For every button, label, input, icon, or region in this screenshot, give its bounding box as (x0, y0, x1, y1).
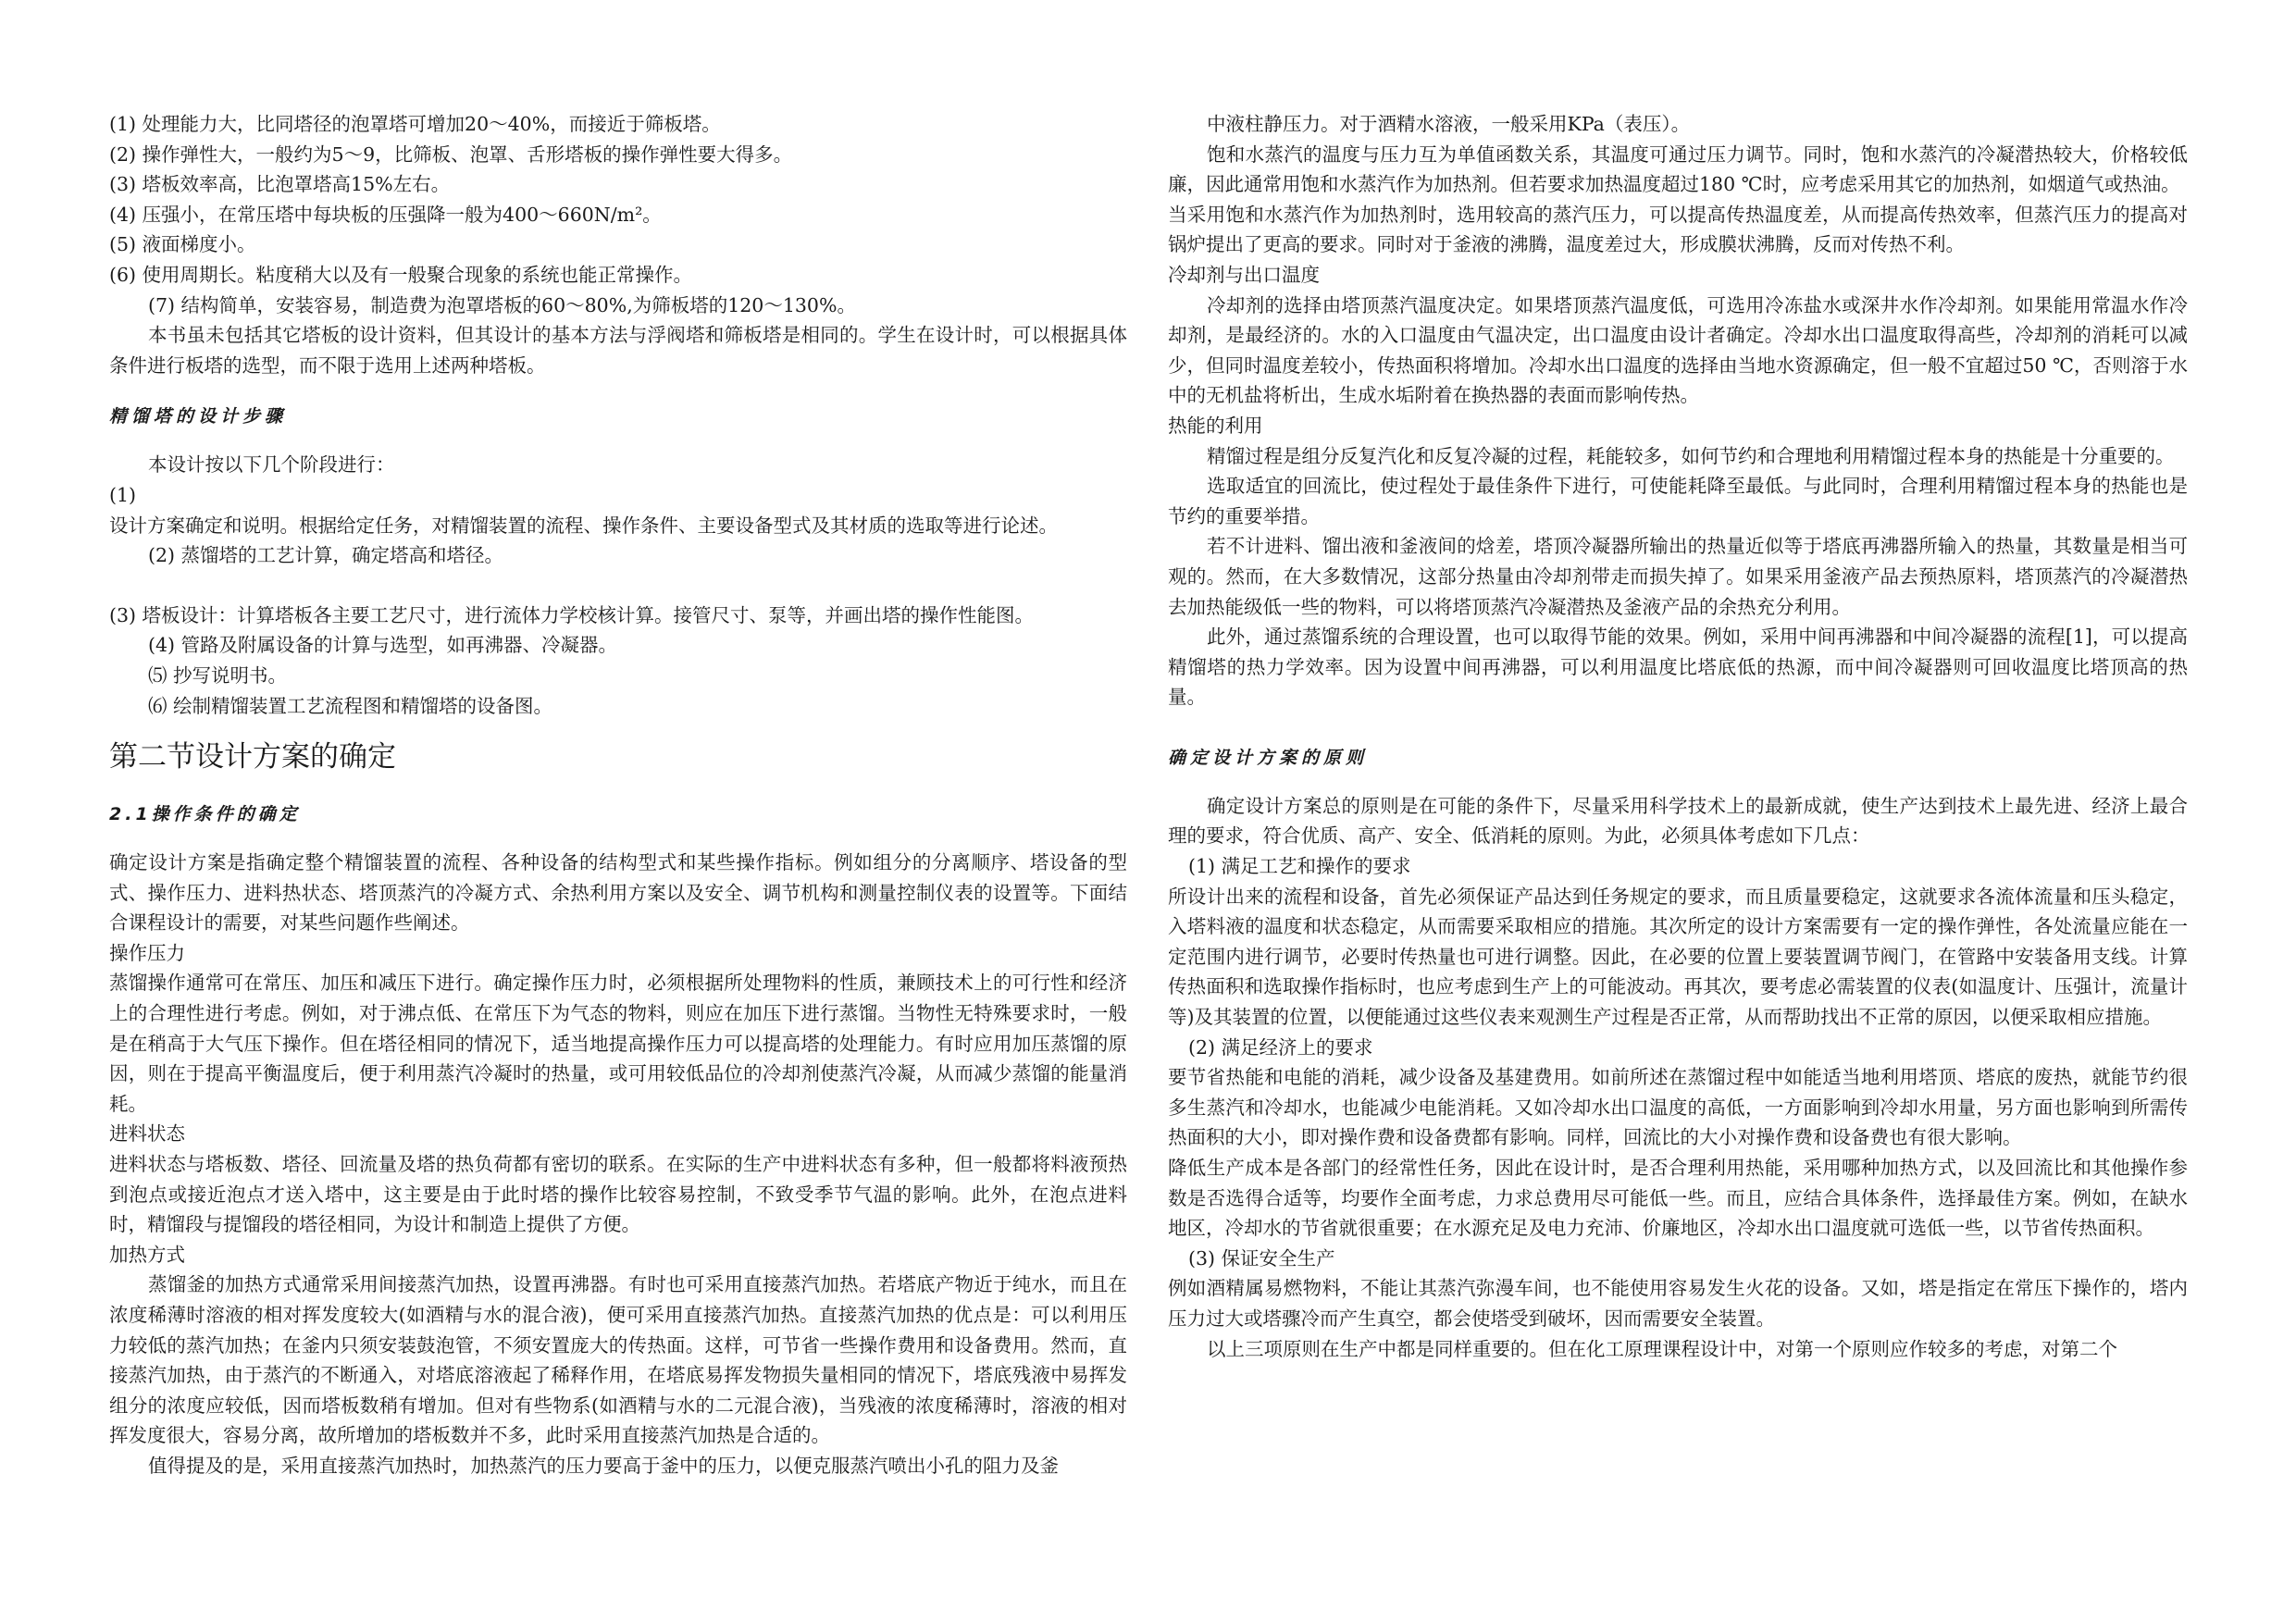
section-title: 第二节设计方案的确定 (109, 740, 396, 774)
paragraph: 本书虽未包括其它塔板的设计资料，但其设计的基本方法与浮阀塔和筛板塔是相同的。学生在设计时，可以根据具体条件进行板塔的选型，而不限于选用上述两种塔板。 (109, 324, 1127, 377)
list-item: ⑸ 抄写说明书。 (148, 663, 288, 687)
list-item: (2) 蒸馏塔的工艺计算，确定塔高和塔径。 (148, 544, 504, 567)
paragraph: 确定设计方案总的原则是在可能的条件下，尽量采用科学技术上的最新成就，使生产达到技术上最先进、经济上最合理的要求，符合优质、高产、安全、低消耗的原则。为此，必须具体考虑如下几点： (1168, 794, 2188, 848)
list-item: (5) 液面梯度小。 (109, 233, 256, 256)
paragraph: 例如酒精属易燃物料，不能让其蒸汽弥漫车间，也不能使用容易发生火花的设备。又如，塔是指定在常压下操作的，塔内压力过大或塔骤冷而产生真空，都会使塔受到破坏，因而需要安全装置。 (1168, 1277, 2188, 1330)
paragraph: 中液柱静压力。对于酒精水溶液，一般采用KPa（表压）。 (1207, 113, 1691, 135)
list-item: (3) 塔板设计：计算塔板各主要工艺尺寸，进行流体力学校核计算。接管尺寸、泵等，并画出塔的操作性能图。 (109, 603, 1035, 626)
list-item: (6) 使用周期长。粘度稍大以及有一般聚合现象的系统也能正常操作。 (109, 263, 693, 286)
list-item: (1) 处理能力大，比同塔径的泡罩塔可增加20～40%，而接近于筛板塔。 (109, 113, 721, 135)
principle-heading: (3) 保证安全生产 (1188, 1246, 1335, 1270)
paragraph: 降低生产成本是各部门的经常性任务，因此在设计时，是否合理利用热能，采用哪种加热方式，以及回流比和其他操作参数是否选得合适等，均要作全面考虑，力求总费用尽可能低一些。而且，应结合具体条件，选择最佳方案。例如，在缺水地区，冷却水的节省就很重要；在水源充足及电力充沛、价廉地区，冷却水出口温度就可选低一些，以节省传热面积。 (1168, 1157, 2188, 1240)
paragraph: 进料状态与塔板数、塔径、回流量及塔的热负荷都有密切的联系。在实际的生产中进料状态有多种，但一般都将料液预热到泡点或接近泡点才送入塔中，这主要是由于此时塔的操作比较容易控制，不致受季节气温的影响。此外，在泡点进料时，精馏段与提馏段的塔径相同，为设计和制造上提供了方便。 (109, 1153, 1127, 1236)
paragraph: 此外，通过蒸馏系统的合理设置，也可以取得节能的效果。例如，采用中间再沸器和中间冷凝器的流程[1]，可以提高精馏塔的热力学效率。因为设置中间再沸器，可以利用温度比塔底低的热源，而中间冷凝器则可回收温度比塔顶高的热量。 (1168, 626, 2188, 709)
paragraph: 所设计出来的流程和设备，首先必须保证产品达到任务规定的要求，而且质量要稳定，这就要求各流体流量和压头稳定，入塔料液的温度和状态稳定，从而需要采取相应的措施。其次所定的设计方案需要有一定的操作弹性，各处流量应能在一定范围内进行调节，必要时传热量也可进行调整。因此，在必要的位置上要装置调节阀门，在管路中安装备用支线。计算传热面积和选取操作指标时，也应考虑到生产上的可能波动。再其次，要考虑必需装置的仪表(如温度计、压强计，流量计等)及其装置的位置，以便能通过这些仪表来观测生产过程是否正常，从而帮助找出不正常的原因，以便采取相应措施。 (1168, 885, 2188, 1029)
paragraph: 当采用饱和水蒸汽作为加热剂时，选用较高的蒸汽压力，可以提高传热温度差，从而提高传热效率，但蒸汽压力的提高对锅炉提出了更高的要求。同时对于釜液的沸腾，温度差过大，形成膜状沸腾，反而对传热不利。 (1168, 203, 2188, 256)
list-item: ⑹ 绘制精馏装置工艺流程图和精馏塔的设备图。 (148, 694, 553, 717)
paragraph: 冷却剂的选择由塔顶蒸汽温度决定。如果塔顶蒸汽温度低，可选用冷冻盐水或深井水作冷却剂。如果能用常温水作冷却剂，是最经济的。水的入口温度由气温决定，出口温度由设计者确定。冷却水出口温度取得高些，冷却剂的消耗可以减少，但同时温度差较小，传热面积将增加。冷却水出口温度的选择由当地水资源确定，但一般不宜超过50 ℃，否则溶于水中的无机盐将析出，生成水垢附着在换热器的表面而影响传热。 (1168, 293, 2188, 407)
heading-coolant: 冷却剂与出口温度 (1168, 263, 1320, 286)
paragraph: 以上三项原则在生产中都是同样重要的。但在化工原理课程设计中，对第一个原则应作较多的考虑，对第二个 (1207, 1337, 2117, 1360)
left-column (109, 109, 1127, 1481)
paragraph: 本设计按以下几个阶段进行： (148, 453, 395, 477)
paragraph: 设计方案确定和说明。根据给定任务，对精馏装置的流程、操作条件、主要设备型式及其材质的选取等进行论述。 (109, 514, 1058, 537)
list-item: (2) 操作弹性大，一般约为5～9，比筛板、泡罩、舌形塔板的操作弹性要大得多。 (109, 142, 793, 166)
list-item: (4) 管路及附属设备的计算与选型，如再沸器、冷凝器。 (148, 634, 618, 657)
paragraph: 蒸馏釜的加热方式通常采用间接蒸汽加热，设置再沸器。有时也可采用直接蒸汽加热。若塔底产物近于纯水，而且在浓度稀薄时溶液的相对挥发度较大(如酒精与水的混合液)，便可采用直接蒸汽加热。直接蒸汽加热的优点是：可以利用压力较低的蒸汽加热；在釜内只须安装鼓泡管，不须安置庞大的传热面。这样，可节省一些操作费用和设备费用。然而，直接蒸汽加热，由于蒸汽的不断通入，对塔底溶液起了稀释作用，在塔底易挥发物损失量相同的情况下，塔底残液中易挥发组分的浓度应较低，因而塔板数稍有增加。但对有些物系(如酒精与水的二元混合液)，当残液的浓度稀薄时，溶液的相对挥发度很大，容易分离，故所增加的塔板数并不多，此时采用直接蒸汽加热是合适的。 (109, 1273, 1127, 1447)
heading-design-principles: 确定设计方案的原则 (1168, 747, 1369, 768)
subsection-heading: 2.1操作条件的确定 (109, 804, 301, 825)
principle-heading: (1) 满足工艺和操作的要求 (1188, 855, 1411, 878)
list-item: (7) 结构简单，安装容易，制造费为泡罩塔板的60～80%,为筛板塔的120～130%。 (148, 293, 856, 316)
heading-heating-method: 加热方式 (109, 1243, 185, 1266)
paragraph: 值得提及的是，采用直接蒸汽加热时，加热蒸汽的压力要高于釜中的压力，以便克服蒸汽喷出小孔的阻力及釜 (148, 1454, 1059, 1477)
paragraph: 精馏过程是组分反复汽化和反复冷凝的过程，耗能较多，如何节约和合理地利用精馏过程本身的热能是十分重要的。 (1207, 444, 2175, 467)
paragraph: 确定设计方案是指确定整个精馏装置的流程、各种设备的结构型式和某些操作指标。例如组分的分离顺序、塔设备的型式、操作压力、进料热状态、塔顶蒸汽的冷凝方式、余热利用方案以及安全、调节机构和测量控制仪表的设置等。下面结合课程设计的需要，对某些问题作些阐述。 (109, 851, 1127, 935)
step-number: (1) (109, 483, 137, 506)
paragraph: 蒸馏操作通常可在常压、加压和减压下进行。确定操作压力时，必须根据所处理物料的性质，兼顾技术上的可行性和经济上的合理性进行考虑。例如，对于沸点低、在常压下为气态的物料，则应在加压下进行蒸馏。当物性无特殊要求时，一般是在稍高于大气压下操作。但在塔径相同的情况下，适当地提高操作压力可以提高塔的处理能力。有时应用加压蒸馏的原因，则在于提高平衡温度后，便于利用蒸汽冷凝时的热量，或可用较低品位的冷却剂使蒸汽冷凝，从而减少蒸馏的能量消耗。 (109, 972, 1127, 1115)
paragraph: 选取适宜的回流比，使过程处于最佳条件下进行，可使能耗降至最低。与此同时，合理利用精馏过程本身的热能也是节约的重要举措。 (1168, 475, 2188, 527)
heading-design-steps: 精馏塔的设计步骤 (109, 406, 288, 427)
principle-heading: (2) 满足经济上的要求 (1188, 1035, 1373, 1059)
heading-feed-state: 进料状态 (109, 1122, 185, 1146)
heading-heat-utilization: 热能的利用 (1168, 414, 1263, 437)
list-item: (3) 塔板效率高，比泡罩塔高15%左右。 (109, 173, 451, 196)
paragraph: 饱和水蒸汽的温度与压力互为单值函数关系，其温度可通过压力调节。同时，饱和水蒸汽的冷凝潜热较大，价格较低廉，因此通常用饱和水蒸汽作为加热剂。但若要求加热温度超过180 ℃时，应考虑采用其它的加热剂，如烟道气或热油。 (1168, 142, 2188, 196)
paragraph: 要节省热能和电能的消耗，减少设备及基建费用。如前所述在蒸馏过程中如能适当地利用塔顶、塔底的废热，就能节约很多生蒸汽和冷却水，也能减少电能消耗。又如冷却水出口温度的高低，一方面影响到冷却水用量，另方面也影响到所需传热面积的大小，即对操作费和设备费都有影响。同样，回流比的大小对操作费和设备费也有很大影响。 (1168, 1066, 2188, 1149)
heading-operating-pressure: 操作压力 (109, 941, 185, 964)
list-item: (4) 压强小，在常压塔中每块板的压强降一般为400～660N/m²。 (109, 203, 662, 226)
right-column (1168, 109, 2188, 1364)
paragraph: 若不计进料、馏出液和釜液间的焓差，塔顶冷凝器所输出的热量近似等于塔底再沸器所输入的热量，其数量是相当可观的。然而，在大多数情况，这部分热量由冷却剂带走而损失掉了。如果采用釜液产品去预热原料，塔顶蒸汽的冷凝潜热去加热能级低一些的物料，可以将塔顶蒸汽冷凝潜热及釜液产品的余热充分利用。 (1168, 535, 2188, 618)
